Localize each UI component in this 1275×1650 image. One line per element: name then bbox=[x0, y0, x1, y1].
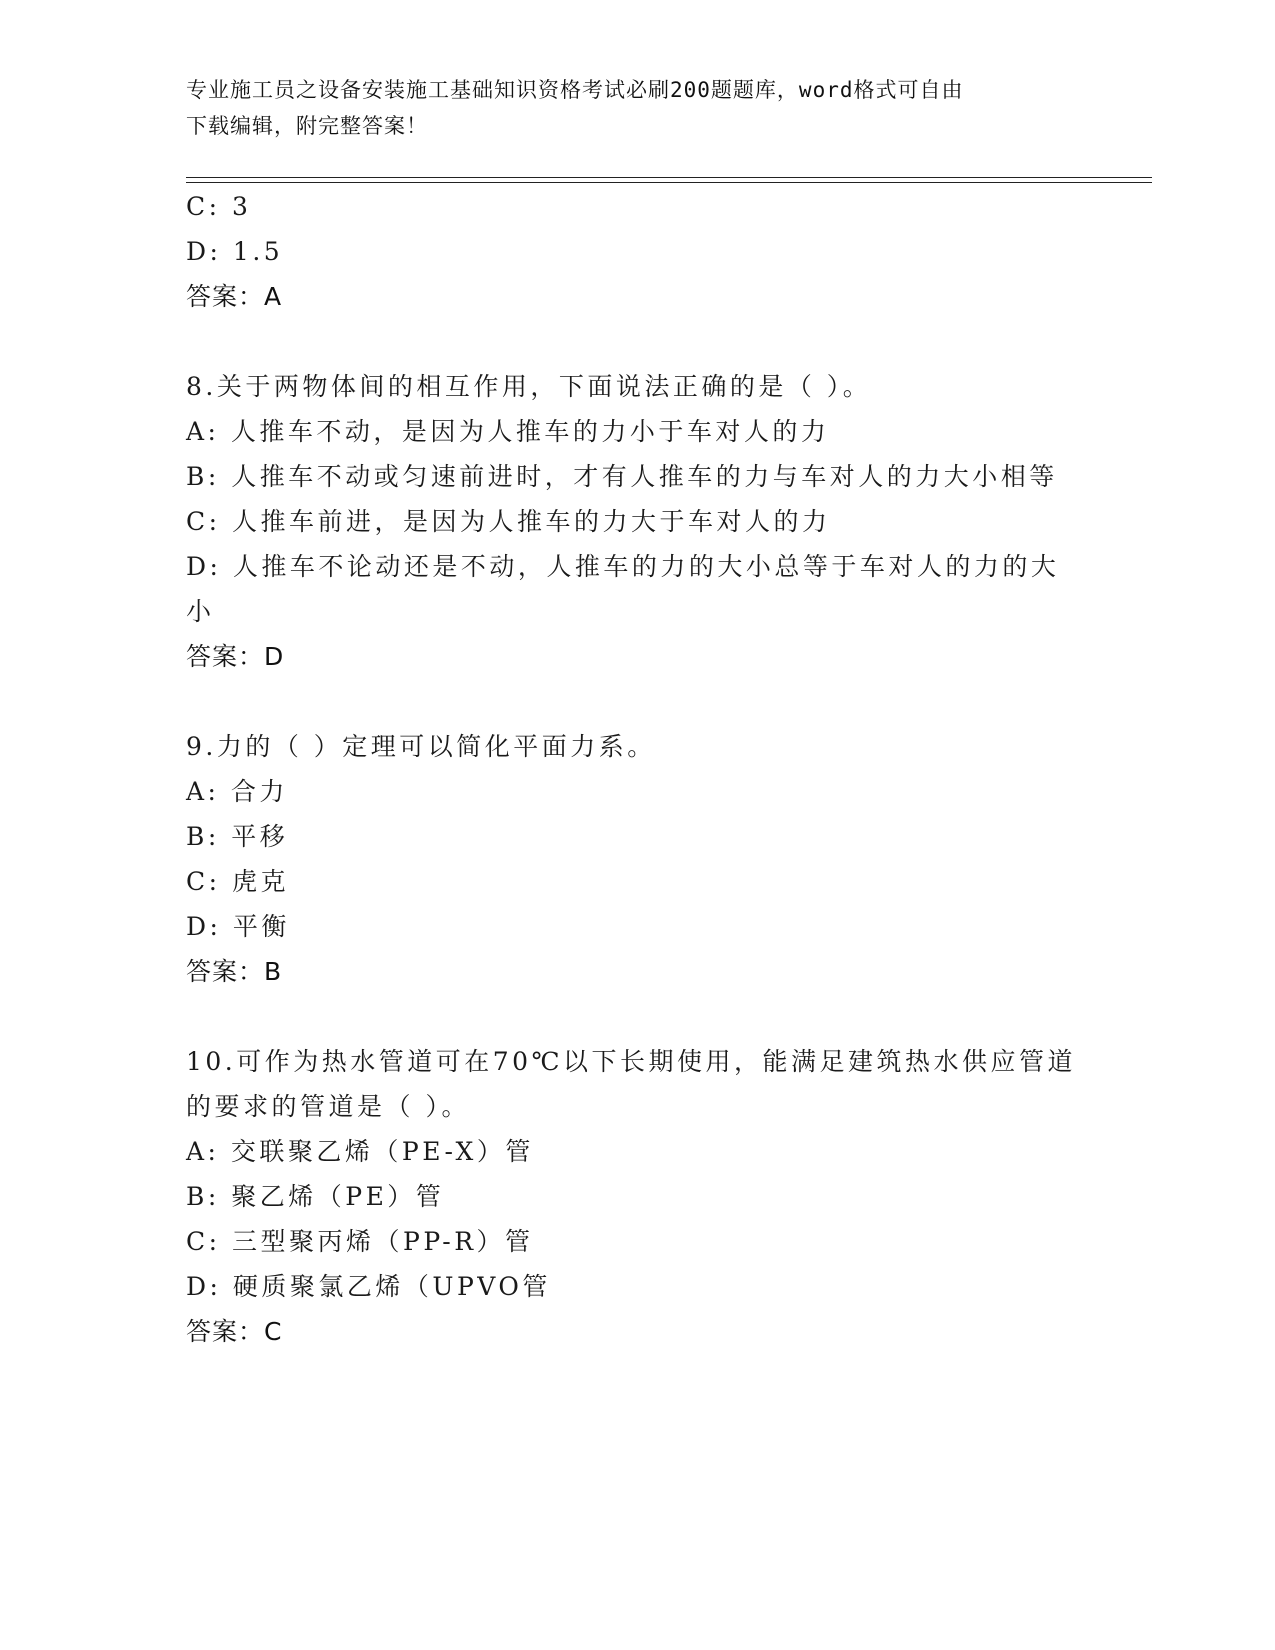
q9-answer: 答案：B bbox=[186, 957, 283, 986]
prev-option-c: C: 3 bbox=[186, 192, 252, 221]
prev-answer: 答案：A bbox=[186, 282, 283, 311]
q9-stem: 9.力的（ ）定理可以简化平面力系。 bbox=[186, 732, 656, 761]
header-title-line-1: 专业施工员之设备安装施工基础知识资格考试必刷200题题库，word格式可自由 bbox=[186, 78, 964, 102]
prev-option-d: D: 1.5 bbox=[186, 237, 284, 266]
q8-answer: 答案：D bbox=[186, 642, 285, 671]
q10-stem-line-2: 的要求的管道是（ ）。 bbox=[186, 1092, 470, 1121]
q10-option-d: D: 硬质聚氯乙烯（UPVO管 bbox=[186, 1272, 551, 1301]
q10-option-a: A: 交联聚乙烯（PE-X）管 bbox=[186, 1137, 534, 1166]
document-header bbox=[186, 72, 1066, 144]
q9-option-c: C: 虎克 bbox=[186, 867, 289, 896]
q8-stem: 8.关于两物体间的相互作用，下面说法正确的是（ ）。 bbox=[186, 372, 872, 401]
q10-stem-line-1: 10.可作为热水管道可在70℃以下长期使用，能满足建筑热水供应管道 bbox=[186, 1047, 1077, 1076]
q8-option-d-line-2: 小 bbox=[186, 597, 215, 626]
header-divider-bottom bbox=[186, 182, 1152, 183]
q10-option-c: C: 三型聚丙烯（PP-R）管 bbox=[186, 1227, 534, 1256]
q8-option-c: C: 人推车前进，是因为人推车的力大于车对人的力 bbox=[186, 507, 831, 536]
q8-option-b: B: 人推车不动或匀速前进时，才有人推车的力与车对人的力大小相等 bbox=[186, 462, 1058, 491]
q10-answer: 答案：C bbox=[186, 1317, 283, 1346]
q9-option-b: B: 平移 bbox=[186, 822, 289, 851]
q9-option-a: A: 合力 bbox=[186, 777, 288, 806]
q10-option-b: B: 聚乙烯（PE）管 bbox=[186, 1182, 445, 1211]
header-divider-top bbox=[186, 177, 1152, 178]
q8-option-a: A: 人推车不动，是因为人推车的力小于车对人的力 bbox=[186, 417, 830, 446]
header-title-line-2: 下载编辑，附完整答案！ bbox=[186, 114, 428, 138]
q9-option-d: D: 平衡 bbox=[186, 912, 290, 941]
q8-option-d-line-1: D: 人推车不论动还是不动，人推车的力的大小总等于车对人的力的大 bbox=[186, 552, 1060, 581]
